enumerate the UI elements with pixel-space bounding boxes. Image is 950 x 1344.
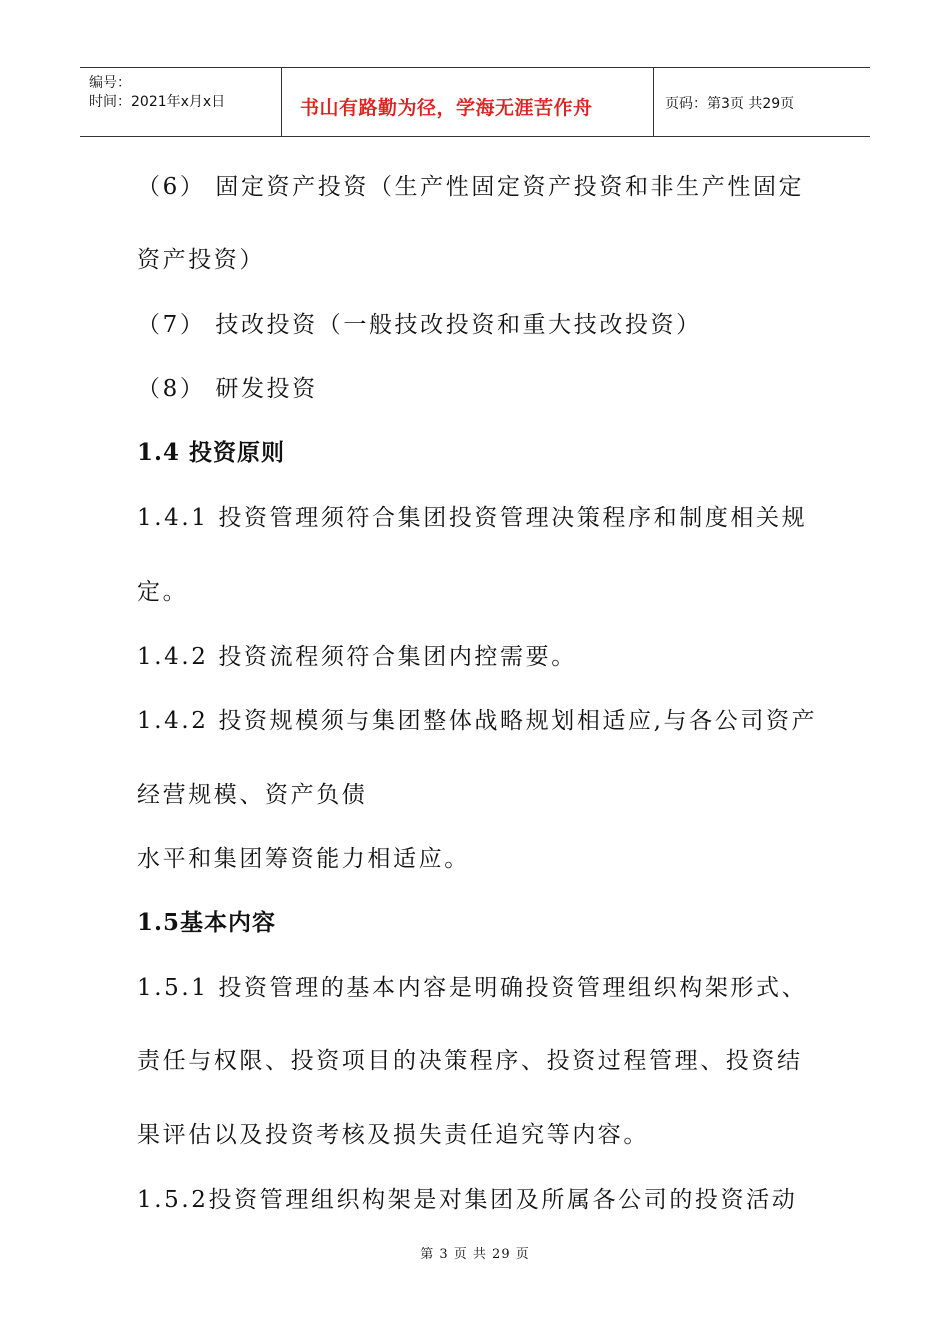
body-line: 经营规模、资产负债: [137, 782, 368, 808]
body-line: 定。: [137, 579, 189, 605]
header-page-cell: [654, 68, 870, 136]
document-date-label: 时间：2021年x月x日: [89, 94, 226, 110]
body-line: 水平和集团筹资能力相适应。: [137, 846, 470, 872]
body-line: （8） 研发投资: [137, 376, 318, 402]
body-line: 责任与权限、投资项目的决策程序、投资过程管理、投资结: [137, 1048, 803, 1074]
body-line: （7） 技改投资（一般技改投资和重大技改投资）: [137, 312, 702, 338]
page-footer: 第 3 页 共 29 页: [420, 1247, 530, 1262]
body-line: 资产投资）: [137, 247, 265, 273]
header-meta-cell: [80, 68, 282, 136]
section-heading: 1.4 投资原则: [137, 439, 286, 466]
header-page-info: 页码：第3页 共29页: [665, 96, 795, 112]
document-number-label: 编号：: [89, 75, 131, 91]
section-heading: 1.5基本内容: [137, 909, 277, 936]
body-line: （6） 固定资产投资（生产性固定资产投资和非生产性固定: [137, 174, 805, 200]
body-line: 1.5.1 投资管理的基本内容是明确投资管理组织构架形式、: [137, 975, 808, 1001]
body-line: 1.5.2投资管理组织构架是对集团及所属各公司的投资活动: [137, 1187, 798, 1213]
header-motto-cell: [282, 68, 654, 136]
page-header: [80, 67, 870, 137]
body-line: 果评估以及投资考核及损失责任追究等内容。: [137, 1122, 649, 1148]
header-motto: 书山有路勤为径，学海无涯苦作舟: [300, 97, 593, 119]
body-line: 1.4.1 投资管理须符合集团投资管理决策程序和制度相关规: [137, 505, 808, 531]
body-line: 1.4.2 投资规模须与集团整体战略规划相适应,与各公司资产: [137, 708, 818, 734]
body-line: 1.4.2 投资流程须符合集团内控需要。: [137, 644, 577, 670]
